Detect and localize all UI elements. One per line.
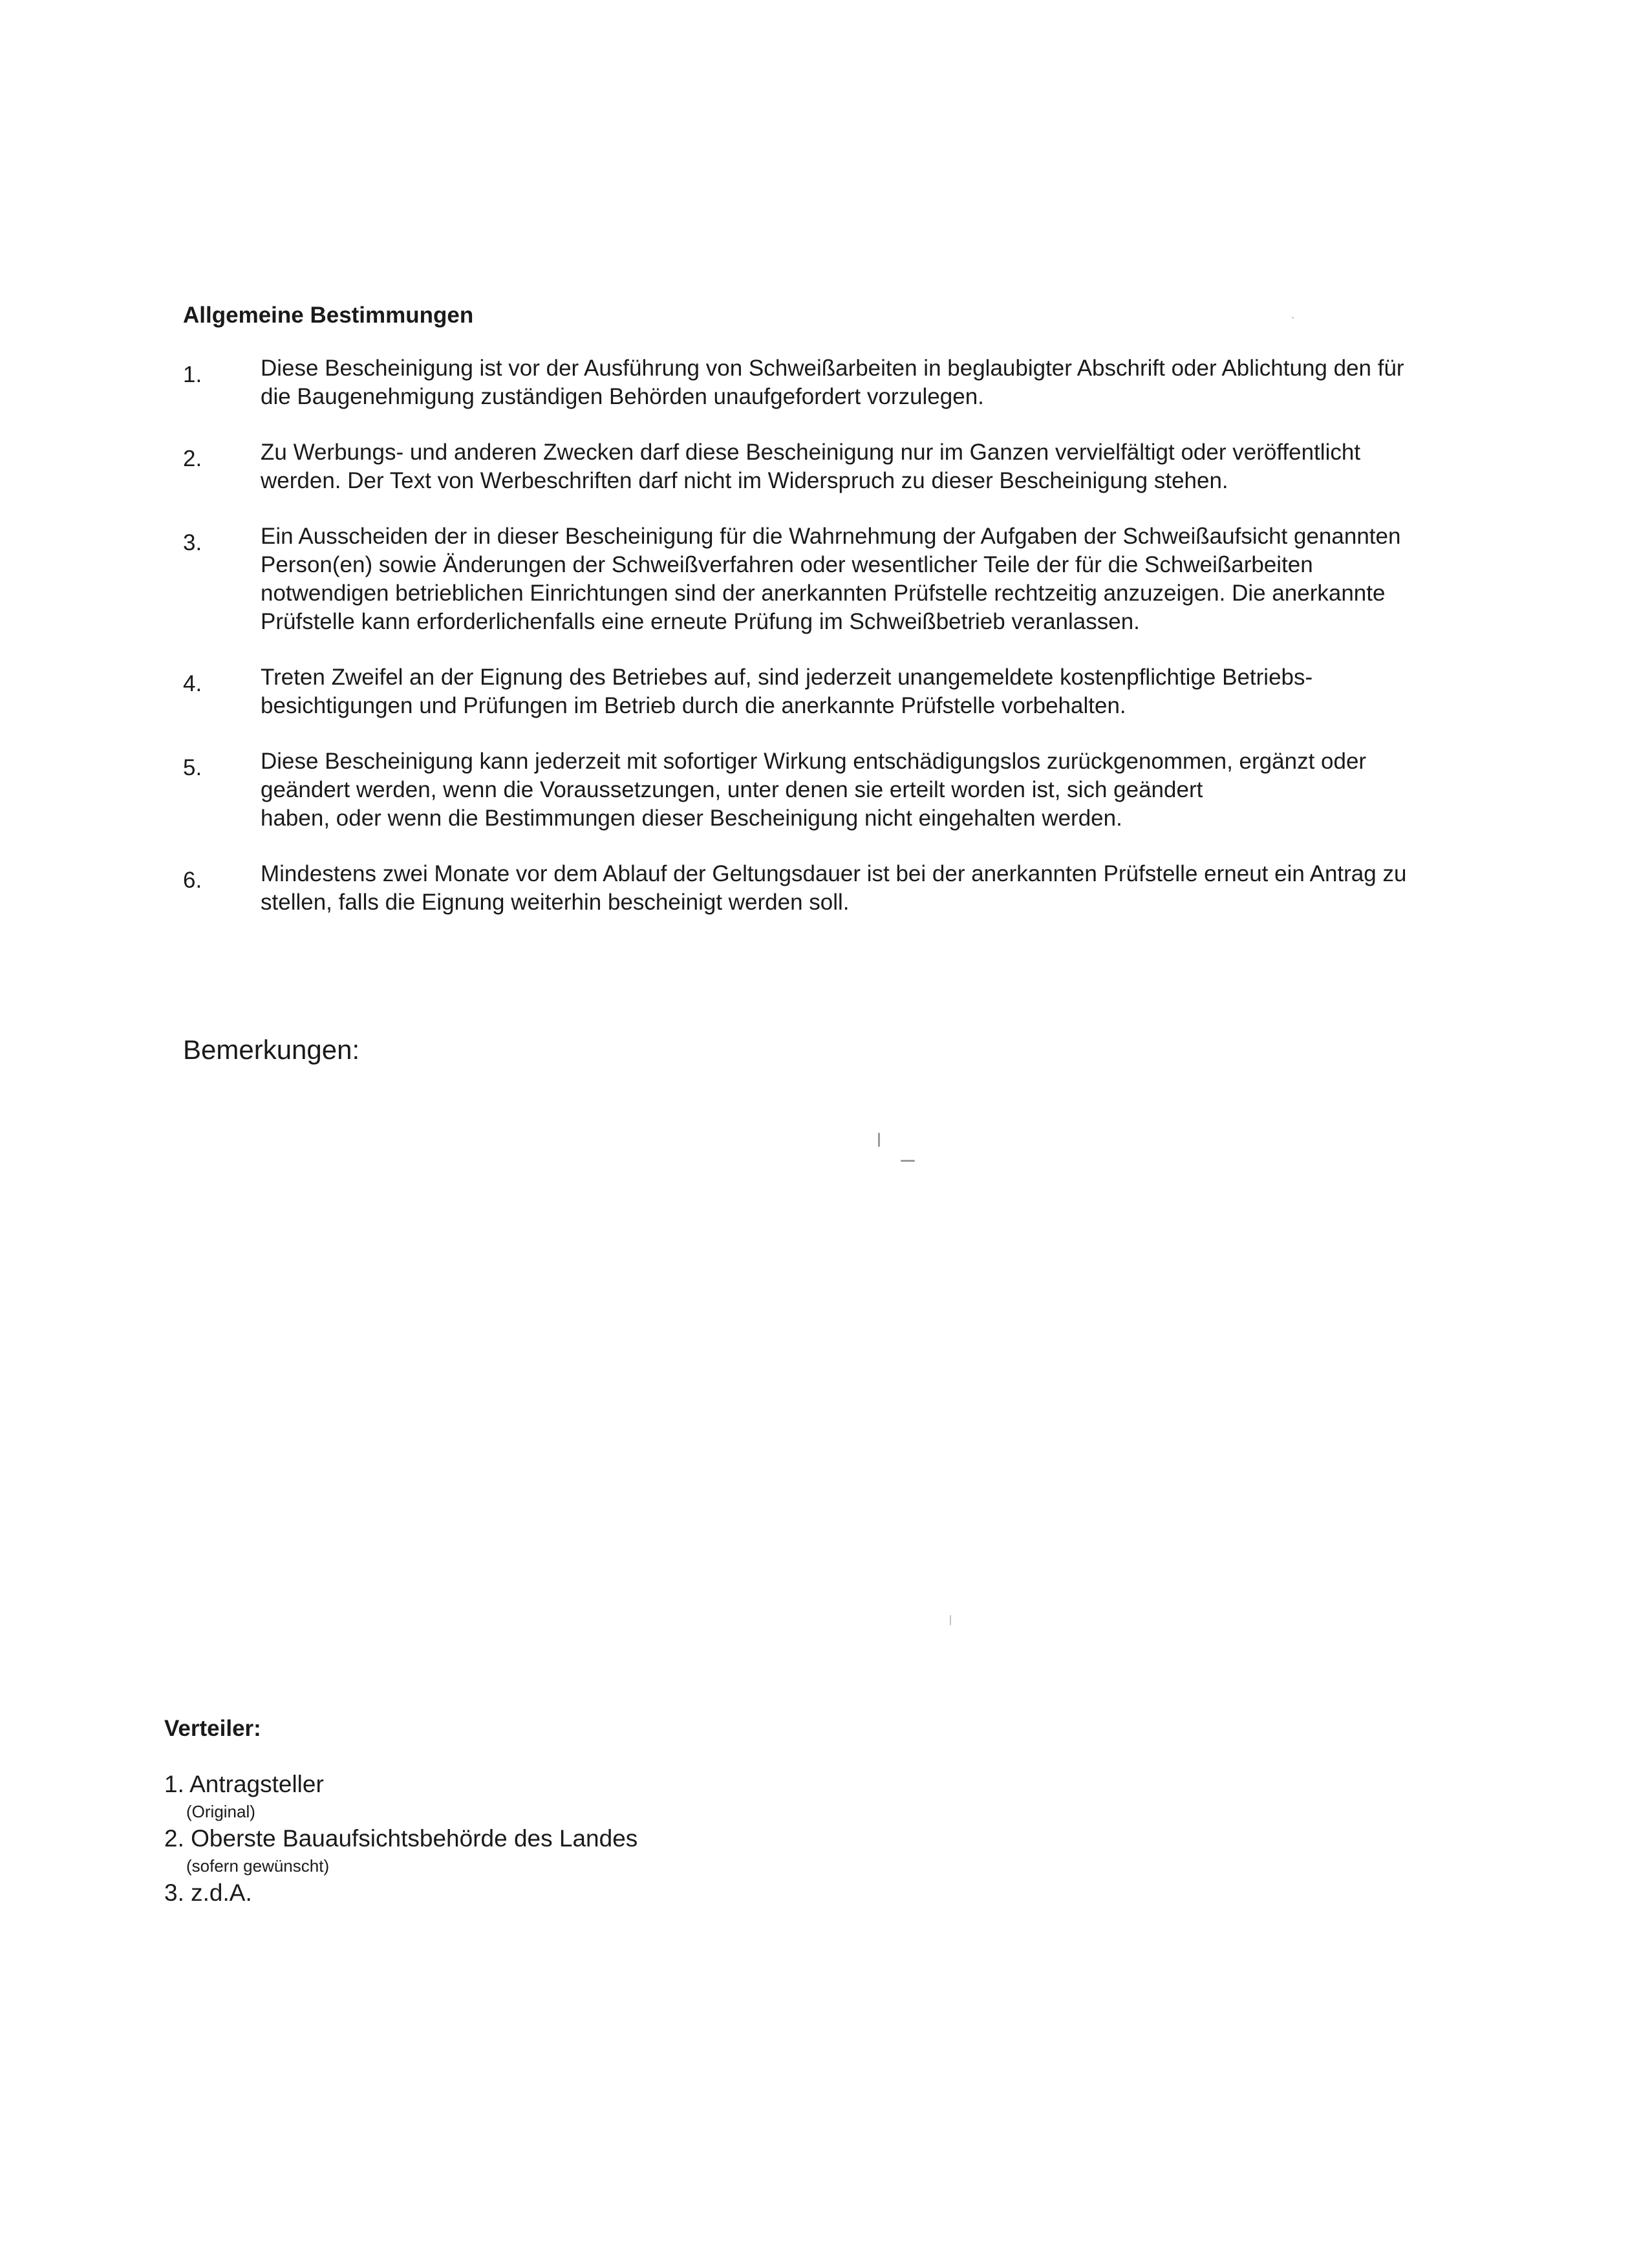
- provision-item: [183, 747, 1515, 833]
- scan-speck: [878, 1133, 880, 1147]
- distribution-item-label: 1. Antragsteller: [164, 1771, 324, 1797]
- provision-number: 4.: [183, 671, 202, 696]
- scan-speck: [1292, 317, 1294, 319]
- distribution-item-label: 2. Oberste Bauaufsichtsbehörde des Landes: [164, 1825, 638, 1852]
- provision-item: [183, 438, 1515, 495]
- provision-text: Zu Werbungs- und anderen Zwecken darf diese Bescheinigung nur im Ganzen vervielfältigt oder veröffentlicht werden. Der Text von Werbeschriften darf nicht im Widerspruch zu dieser Bescheinigung stehen.: [261, 440, 1361, 493]
- provision-number: 1.: [183, 362, 202, 387]
- provision-text: Diese Bescheinigung kann jederzeit mit sofortiger Wirkung entschädigungslos zurückgenommen, ergänzt oder geändert werden, wenn die Voraussetzungen, unter denen sie erteilt worden ist, sich geändert haben, oder wenn die Bestimmungen dieser Bescheinigung nicht eingehalten werden.: [261, 749, 1367, 831]
- provision-text: Ein Ausscheiden der in dieser Bescheinigung für die Wahrnehmung der Aufgaben der Schweißaufsicht genannten Person(en) sowie Änderungen der Schweißverfahren oder wesentlicher Teile der für die Schweißarbeiten notwendigen betrieblichen Einrichtungen sind der anerkannten Prüfstelle rechtzeitig anzuzeigen. Die anerkannte Prüfstelle kann erforderlichenfalls eine erneute Prüfung im Schweißbetrieb veranlassen.: [261, 524, 1401, 634]
- distribution-item-note: (Original): [186, 1802, 255, 1821]
- remarks-label: Bemerkungen:: [183, 1034, 360, 1065]
- distribution-item: [164, 1824, 638, 1879]
- provision-text: Diese Bescheinigung ist vor der Ausführung von Schweißarbeiten in beglaubigter Abschrift oder Ablichtung den für die Baugenehmigung zuständigen Behörden unaufgefordert vorzulegen.: [261, 356, 1404, 409]
- distribution-heading: Verteiler:: [164, 1716, 261, 1741]
- provision-number: 2.: [183, 446, 202, 471]
- provision-item: [183, 663, 1515, 720]
- provision-item: [183, 522, 1515, 636]
- distribution-item: [164, 1770, 638, 1824]
- distribution-item: [164, 1879, 638, 1907]
- distribution-item-note: (sofern gewünscht): [186, 1856, 330, 1876]
- provision-text: Treten Zweifel an der Eignung des Betriebes auf, sind jederzeit unangemeldete kostenpflichtige Betriebs- besichtigungen und Prüfungen im Betrieb durch die anerkannte Prüfstelle vorbehalten.: [261, 665, 1313, 718]
- distribution-list: [164, 1770, 638, 1907]
- scan-speck: [901, 1160, 915, 1162]
- provision-item: [183, 354, 1515, 411]
- provision-item: [183, 860, 1515, 917]
- provision-number: 6.: [183, 868, 202, 893]
- provision-number: 5.: [183, 755, 202, 780]
- provision-number: 3.: [183, 530, 202, 555]
- distribution-item-label: 3. z.d.A.: [164, 1879, 252, 1906]
- provisions-list: [183, 354, 1515, 944]
- provision-text: Mindestens zwei Monate vor dem Ablauf der Geltungsdauer ist bei der anerkannten Prüfstelle erneut ein Antrag zu stellen, falls die Eignung weiterhin bescheinigt werden soll.: [261, 861, 1407, 915]
- scan-speck: [950, 1615, 951, 1625]
- general-provisions-heading: Allgemeine Bestimmungen: [183, 303, 474, 328]
